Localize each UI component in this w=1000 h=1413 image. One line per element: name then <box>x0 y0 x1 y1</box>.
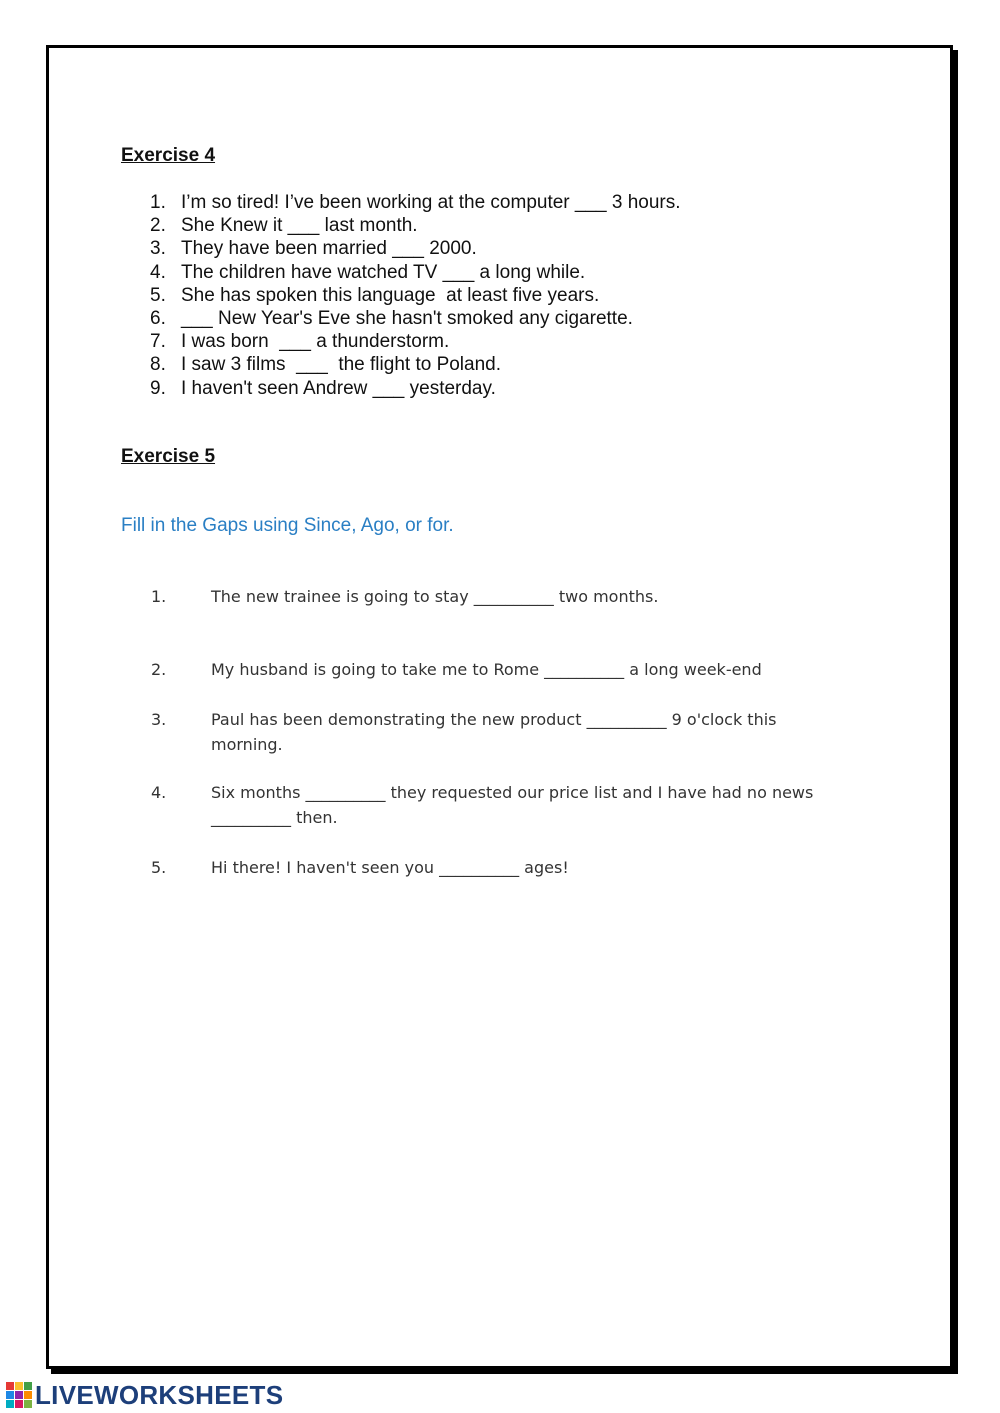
exercise-4-item: 9. I haven't seen Andrew ___ yesterday. <box>150 377 496 399</box>
logo-text: LIVEWORKSHEETS <box>35 1379 284 1410</box>
exercise-4-item: 2. She Knew it ___ last month. <box>150 215 418 237</box>
exercise-4-item: 8. I saw 3 films ___ the flight to Poland. <box>150 354 502 376</box>
exercise-4-item: 1. I’m so tired! I’ve been working at the computer ___ 3 hours. <box>150 192 681 213</box>
exercise-5-item: 4. Six months __________ they requested our price list and I have had no news __________ then. <box>151 783 819 827</box>
exercise-5-instruction: Fill in the Gaps using Since, Ago, or for. <box>121 515 454 536</box>
liveworksheets-logo[interactable] <box>6 1380 283 1410</box>
exercise-4-item: 7. I was born ___ a thunderstorm. <box>150 331 450 353</box>
exercise-4-item: 6. ___ New Year's Eve she hasn't smoked any cigarette. <box>150 307 633 329</box>
exercise-4-list <box>150 191 681 400</box>
exercise-4-item: 4. The children have watched TV ___ a long while. <box>150 261 586 283</box>
exercise-4-item: 3. They have been married ___ 2000. <box>150 238 477 260</box>
exercise-5-item: 5. Hi there! I haven't seen you __________ ages! <box>151 858 569 877</box>
exercise-5-item: 2. My husband is going to take me to Rome __________ a long week-end <box>151 660 762 679</box>
exercise-5-item: 1. The new trainee is going to stay __________ two months. <box>151 587 659 606</box>
exercise-4-title: Exercise 4 <box>121 145 216 166</box>
logo-blocks-icon <box>6 1382 32 1408</box>
exercise-4-item: 5. She has spoken this language at least five years. <box>150 284 600 306</box>
exercise-5-item: 3. Paul has been demonstrating the new product __________ 9 o'clock this morning. <box>151 710 782 754</box>
exercise-5-title: Exercise 5 <box>121 446 216 467</box>
